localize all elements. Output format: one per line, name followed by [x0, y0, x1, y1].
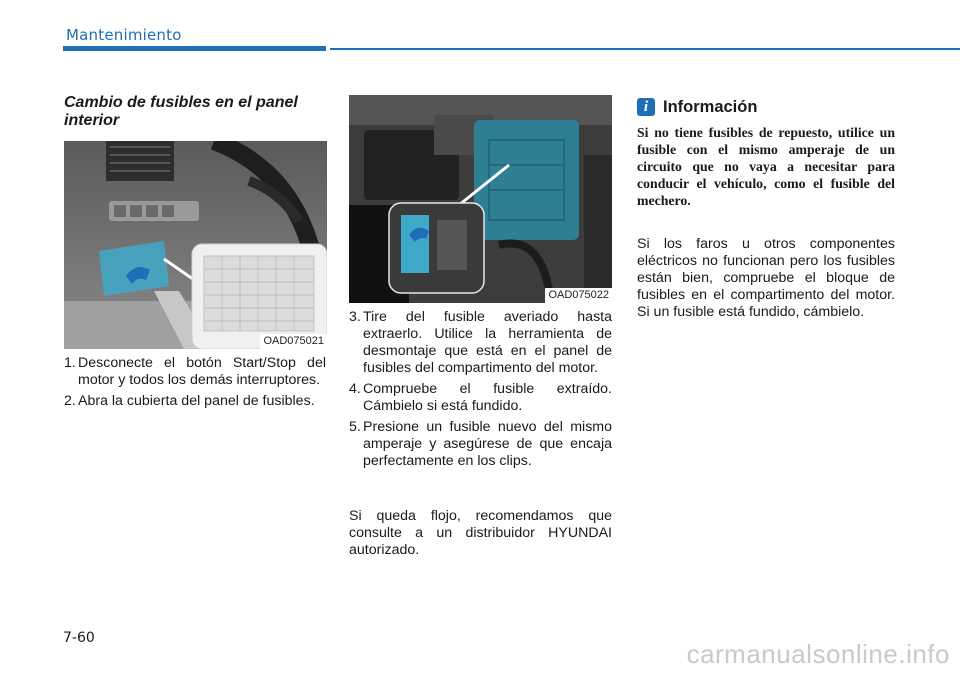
- header-rule-thin: [330, 48, 960, 50]
- left-steps: [64, 355, 326, 414]
- watermark: carmanualsonline.info: [686, 639, 950, 669]
- step-text: Presione un fusible nuevo del mismo amperaje y asegúrese de que encaja perfectamente en los clips.: [363, 419, 612, 469]
- interior-fuse-panel-photo: [64, 141, 327, 349]
- image-code: OAD075021: [260, 334, 327, 349]
- section-title: Mantenimiento: [66, 26, 182, 44]
- info-text: Si los faros u otros componentes eléctricos no funcionan pero los fusibles están bien, compruebe el bloque de fusibles en el compartimento del motor. Si un fusible está fundido, cámbielo.: [637, 236, 895, 320]
- header-rule-thick: [63, 46, 326, 51]
- step-number: 1.: [64, 355, 76, 371]
- step-number: 5.: [349, 419, 361, 435]
- middle-steps: [349, 309, 612, 474]
- section-heading: Cambio de fusibles en el panel interior: [64, 94, 298, 129]
- list-item: [349, 419, 612, 470]
- step-number: 3.: [349, 309, 361, 325]
- info-header: [637, 96, 757, 118]
- image-code: OAD075022: [545, 288, 612, 303]
- step-number: 4.: [349, 381, 361, 397]
- step-text: Compruebe el fusible extraído. Cámbielo si está fundido.: [363, 381, 612, 414]
- list-item: [64, 393, 326, 410]
- list-item: [64, 355, 326, 389]
- step-number: 2.: [64, 393, 76, 409]
- info-bold-text: Si no tiene fusibles de repuesto, utilice un fusible con el mismo amperaje de un circuito que no vaya a necesitar para conducir el vehículo, como el fusible del mechero.: [637, 125, 895, 208]
- engine-fuse-box-photo: [349, 95, 612, 303]
- list-item: [349, 381, 612, 415]
- step-text: Desconecte el botón Start/Stop del motor y todos los demás interruptores.: [78, 355, 326, 388]
- note-paragraph: Si queda flojo, recomendamos que consulte a un distribuidor HYUNDAI autorizado.: [349, 508, 612, 558]
- info-icon: i: [637, 98, 655, 116]
- step-text: Abra la cubierta del panel de fusibles.: [78, 393, 315, 409]
- list-item: [349, 309, 612, 377]
- step-text: Tire del fusible averiado hasta extraerlo. Utilice la herramienta de desmontaje que está en el panel de fusibles del compartimento del motor.: [363, 309, 612, 376]
- page-number: 7-60: [63, 630, 95, 646]
- info-title: Información: [663, 97, 758, 116]
